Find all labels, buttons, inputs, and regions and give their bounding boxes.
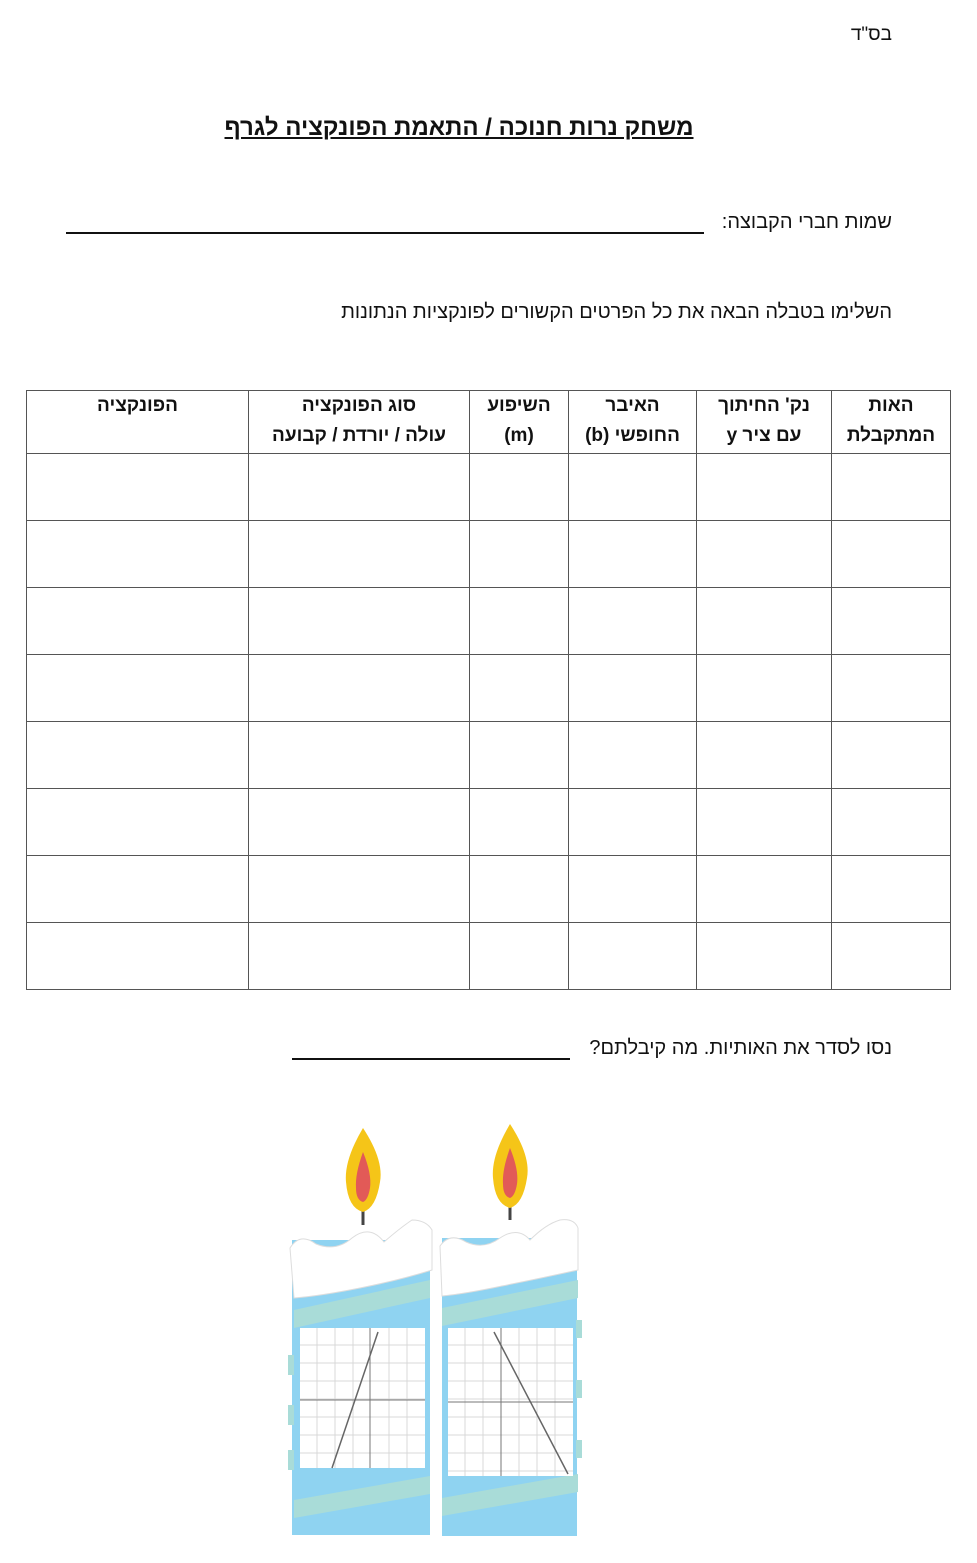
cell-function-type[interactable] (249, 655, 470, 722)
page-title: משחק נרות חנוכה / התאמת הפונקציה לגרף (224, 114, 694, 141)
cell-free-term[interactable] (569, 454, 697, 521)
table-row (27, 923, 951, 990)
table-row (27, 454, 951, 521)
cell-function-type[interactable] (249, 521, 470, 588)
col-header-letter: האות המתקבלת (832, 391, 951, 454)
answers-table (26, 390, 951, 990)
table-row (27, 588, 951, 655)
cell-function[interactable] (27, 722, 249, 789)
cell-function-type[interactable] (249, 856, 470, 923)
cell-slope[interactable] (470, 923, 569, 990)
cell-function-type[interactable] (249, 789, 470, 856)
candle-icon (288, 1128, 432, 1535)
cell-function-type[interactable] (249, 923, 470, 990)
cell-letter[interactable] (832, 789, 951, 856)
cell-function[interactable] (27, 856, 249, 923)
cell-free-term[interactable] (569, 655, 697, 722)
cell-free-term[interactable] (569, 722, 697, 789)
bsd-header: בס"ד (850, 24, 892, 45)
cell-function[interactable] (27, 923, 249, 990)
cell-y-intercept[interactable] (697, 722, 832, 789)
cell-function[interactable] (27, 588, 249, 655)
cell-y-intercept[interactable] (697, 856, 832, 923)
cell-y-intercept[interactable] (697, 655, 832, 722)
group-names-label: שמות חברי הקבוצה: (721, 211, 892, 233)
cell-free-term[interactable] (569, 588, 697, 655)
cell-y-intercept[interactable] (697, 789, 832, 856)
cell-function-type[interactable] (249, 588, 470, 655)
cell-function-type[interactable] (249, 722, 470, 789)
cell-y-intercept[interactable] (697, 923, 832, 990)
col-header-slope: השיפוע (m) (470, 391, 569, 454)
cell-letter[interactable] (832, 454, 951, 521)
candles-illustration (280, 1120, 590, 1540)
cell-function[interactable] (27, 655, 249, 722)
cell-slope[interactable] (470, 722, 569, 789)
group-names-field[interactable] (66, 232, 704, 234)
cell-slope[interactable] (470, 588, 569, 655)
cell-free-term[interactable] (569, 923, 697, 990)
col-header-function: הפונקציה (27, 391, 249, 454)
cell-slope[interactable] (470, 521, 569, 588)
cell-function-type[interactable] (249, 454, 470, 521)
cell-function[interactable] (27, 521, 249, 588)
cell-letter[interactable] (832, 588, 951, 655)
col-header-y-intercept: נק' החיתוך עם ציר y (697, 391, 832, 454)
table-row (27, 521, 951, 588)
cell-y-intercept[interactable] (697, 588, 832, 655)
cell-free-term[interactable] (569, 789, 697, 856)
arrange-letters-label: נסו לסדר את האותיות. מה קיבלתם? (589, 1037, 892, 1059)
table-row (27, 856, 951, 923)
instructions-text: השלימו בטבלה הבאה את כל הפרטים הקשורים לפונקציות הנתונות (341, 301, 892, 323)
col-header-function-type: סוג הפונקציה עולה / יורדת / קבועה (249, 391, 470, 454)
cell-y-intercept[interactable] (697, 521, 832, 588)
cell-letter[interactable] (832, 521, 951, 588)
cell-letter[interactable] (832, 923, 951, 990)
cell-slope[interactable] (470, 856, 569, 923)
cell-letter[interactable] (832, 722, 951, 789)
cell-slope[interactable] (470, 454, 569, 521)
cell-function[interactable] (27, 454, 249, 521)
arrange-answer-field[interactable] (292, 1058, 570, 1060)
cell-function[interactable] (27, 789, 249, 856)
cell-slope[interactable] (470, 655, 569, 722)
table-row (27, 655, 951, 722)
cell-free-term[interactable] (569, 521, 697, 588)
cell-slope[interactable] (470, 789, 569, 856)
cell-letter[interactable] (832, 856, 951, 923)
col-header-free-term: האיבר החופשי (b) (569, 391, 697, 454)
cell-y-intercept[interactable] (697, 454, 832, 521)
candle-icon (440, 1124, 582, 1536)
cell-letter[interactable] (832, 655, 951, 722)
table-row (27, 722, 951, 789)
table-row (27, 789, 951, 856)
cell-free-term[interactable] (569, 856, 697, 923)
table-header-row (27, 391, 951, 454)
